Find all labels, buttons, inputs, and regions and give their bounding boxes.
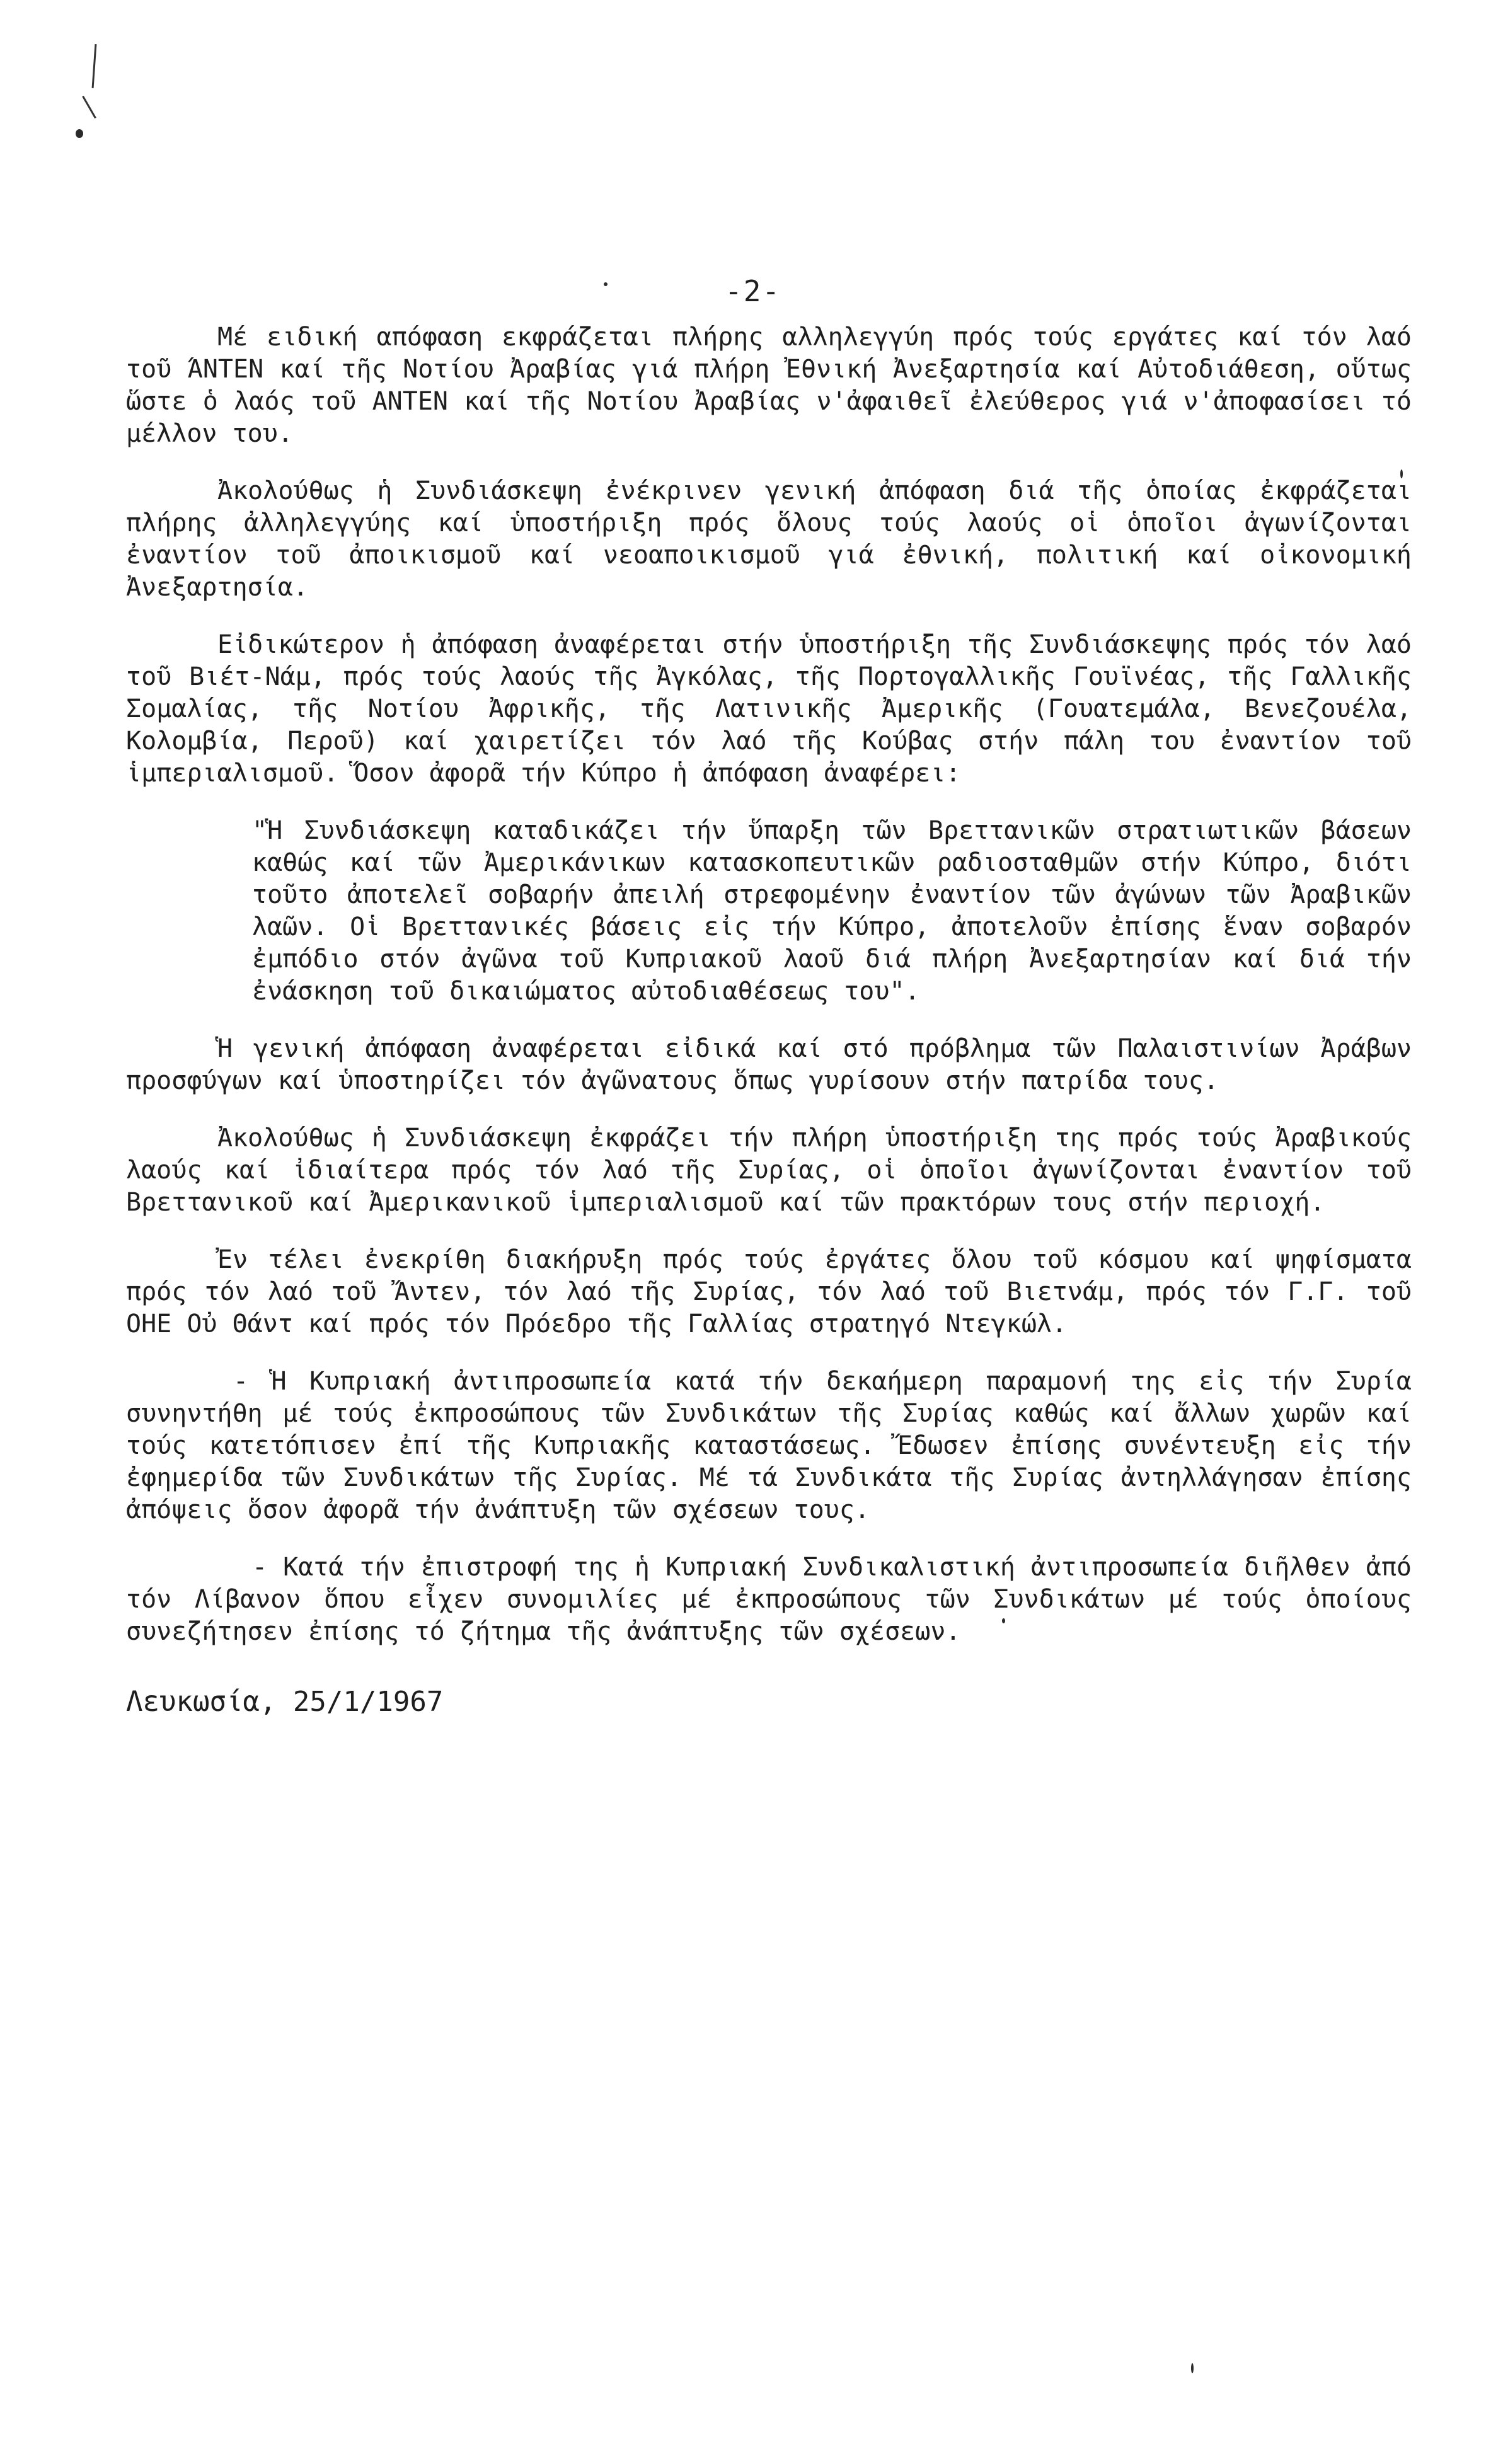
scan-speck — [76, 129, 83, 138]
scan-speck — [1191, 2363, 1194, 2373]
paragraph-cyprus-quote: "Ἡ Συνδιάσκεψη καταδικάζει τήν ὕπαρξη τῶν Βρεττανικῶν στρατιωτικῶν βάσεων καθώς καί τῶν Ἀμερικάνικων κατασκοπευτικῶν ραδιοσταθμῶν στήν Κύπρο, διότι τοῦτο ἀποτελεῖ σοβαρήν ἀπειλή στρεφομένην ἐναντίον τῶν ἀγώνων τῶν Ἀραβικῶν λαῶν. Οἱ Βρεττανικές βάσεις εἰς τήν Κύπρο, ἀποτελοῦν ἐπίσης ἕναν σοβαρόν ἐμπόδιο στόν ἀγῶνα τοῦ Κυπριακοῦ λαοῦ διά πλήρη Ἀνεξαρτησίαν καί διά τήν ἐνάσκηση τοῦ δικαιώματος αὐτοδιαθέσεως του". — [252, 816, 1412, 1006]
paragraph-lebanon-return: - Κατά τήν ἐπιστροφή της ἡ Κυπριακή Συνδικαλιστική ἀντιπροσωπεία διῆλθεν ἀπό τόν Λίβανον ὅπου εἶχεν συνομιλίες μέ ἐκπροσώπους τῶν Συνδικάτων μέ τούς ὁποίους συνεζήτησεν ἐπίσης τό ζήτημα τῆς ἀνάπτυξης τῶν σχέσεων. — [126, 1553, 1412, 1646]
sign-off-place-date: Λευκωσία, 25/1/1967 — [126, 1686, 444, 1718]
document-body — [126, 321, 1412, 1718]
paragraph-specific-support: Εἰδικώτερον ἡ ἀπόφαση ἀναφέρεται στήν ὑποστήριξη τῆς Συνδιάσκεψης πρός τόν λαό τοῦ Βιέτ-Νάμ, πρός τούς λαούς τῆς Ἀγκόλας, τῆς Πορτογαλλικῆς Γουϊνέας, τῆς Γαλλικῆς Σομαλίας, τῆς Νοτίου Ἀφρικῆς, τῆς Λατινικῆς Ἀμερικῆς (Γουατεμάλα, Βενεζουέλα, Κολομβία, Περοῦ) καί χαιρετίζει τόν λαό τῆς Κούβας στήν πάλη του ἐναντίον τοῦ ἱμπεριαλισμοῦ. Ὅσον ἀφορᾶ τήν Κύπρο ἡ ἀπόφαση ἀναφέρει: — [126, 630, 1412, 788]
paragraph-arab-peoples: Ἀκολούθως ἡ Συνδιάσκεψη ἐκφράζει τήν πλήρη ὑποστήριξη της πρός τούς Ἀραβικούς λαούς καί ἰδιαίτερα πρός τόν λαό τῆς Συρίας, οἱ ὁποῖοι ἀγωνίζονται ἐναντίον τοῦ Βρεττανικοῦ καί Ἀμερικανικοῦ ἱμπεριαλισμοῦ καί τῶν πρακτόρων τους στήν περιοχή. — [126, 1124, 1412, 1217]
scan-mark — [82, 96, 96, 118]
paragraph-aden-solidarity: Μέ ειδική απόφαση εκφράζεται πλήρης αλληλεγγύη πρός τούς εργάτες καί τόν λαό τοῦ ΆΝΤΕΝ καί τῆς Νοτίου Ἀραβίας γιά πλήρη Ἐθνική Ἀνεξαρτησία καί Αὐτοδιάθεση, οὕτως ὥστε ὁ λαός τοῦ ΑΝΤΕΝ καί τῆς Νοτίου Ἀραβίας ν'ἀφαιθεῖ ἐλεύθερος γιά ν'ἀποφασίσει τό μέλλον του. — [126, 323, 1412, 448]
scan-mark — [92, 44, 97, 88]
paragraph-palestinian-refugees: Ἡ γενική ἀπόφαση ἀναφέρεται εἰδικά καί στό πρόβλημα τῶν Παλαιστινίων Ἀράβων προσφύγων καί ὑποστηρίζει τόν ἀγῶνατους ὅπως γυρίσουν στήν πατρίδα τους. — [126, 1034, 1412, 1095]
paragraph-general-resolution: Ἀκολούθως ἡ Συνδιάσκεψη ἐνέκρινεν γενική ἀπόφαση διά τῆς ὁποίας ἐκφράζεται πλήρης ἀλληλεγγύης καί ὑποστήριξη πρός ὅλους τούς λαούς οἱ ὁποῖοι ἀγωνίζονται ἐναντίον τοῦ ἀποικισμοῦ καί νεοαποικισμοῦ γιά ἐθνική, πολιτική καί οἰκονομική Ἀνεξαρτησία. — [126, 476, 1412, 602]
paragraph-declaration: Ἐν τέλει ἐνεκρίθη διακήρυξη πρός τούς ἐργάτες ὅλου τοῦ κόσμου καί ψηφίσματα πρός τόν λαό τοῦ Ἄντεν, τόν λαό τῆς Συρίας, τόν λαό τοῦ Βιετνάμ, πρός τόν Γ.Γ. τοῦ ΟΗΕ Οὐ Θάντ καί πρός τόν Πρόεδρο τῆς Γαλλίας στρατηγό Ντεγκώλ. — [126, 1245, 1412, 1339]
scan-speck — [604, 282, 608, 286]
page-number: -2- — [725, 274, 781, 308]
paragraph-syria-visit: - Ἡ Κυπριακή ἀντιπροσωπεία κατά τήν δεκαήμερη παραμονή της εἰς τήν Συρία συνηντήθη μέ τούς ἐκπροσώπους τῶν Συνδικάτων τῆς Συρίας καθώς καί ἄλλων χωρῶν καί τούς κατετόπισεν ἐπί τῆς Κυπριακῆς καταστάσεως. Ἔδωσεν ἐπίσης συνέντευξη εἰς τήν ἐφημερίδα τῶν Συνδικάτων τῆς Συρίας. Μέ τά Συνδικάτα τῆς Συρίας ἀντηλλάγησαν ἐπίσης ἀπόψεις ὅσον ἀφορᾶ τήν ἀνάπτυξη τῶν σχέσεων τους. — [126, 1367, 1412, 1524]
